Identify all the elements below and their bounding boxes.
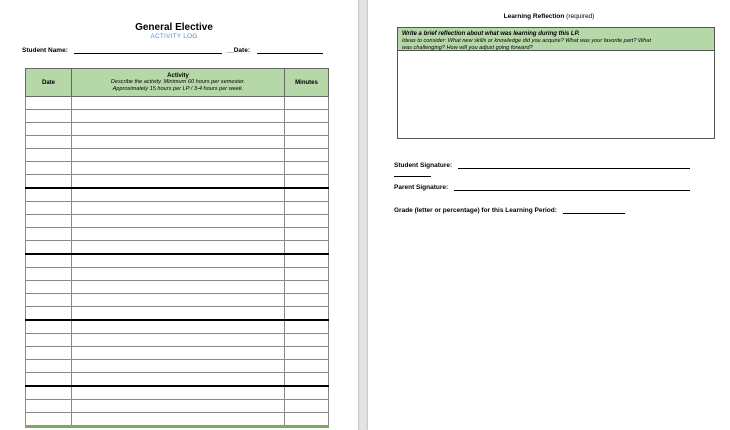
- student-signature-field-continued[interactable]: [394, 170, 431, 177]
- activity-cell[interactable]: [72, 347, 285, 360]
- table-row: [26, 373, 329, 387]
- activity-cell[interactable]: [72, 400, 285, 413]
- activity-cell[interactable]: [72, 215, 285, 228]
- activity-cell[interactable]: [72, 228, 285, 241]
- table-row: [26, 254, 329, 268]
- student-signature-field[interactable]: [458, 162, 690, 169]
- parent-signature-field[interactable]: [454, 184, 690, 191]
- date-cell[interactable]: [26, 334, 72, 347]
- activity-log-table: [25, 68, 329, 428]
- activity-column-title: Activity: [167, 72, 189, 79]
- page-subtitle: ACTIVITY LOG: [150, 33, 198, 40]
- table-row: [26, 281, 329, 294]
- minutes-cell[interactable]: [285, 202, 329, 215]
- table-row: [26, 268, 329, 281]
- minutes-cell[interactable]: [285, 136, 329, 149]
- activity-cell[interactable]: [72, 334, 285, 347]
- table-row: [26, 360, 329, 373]
- activity-cell[interactable]: [72, 413, 285, 427]
- student-signature-label: Student Signature:: [394, 162, 453, 169]
- activity-cell[interactable]: [72, 360, 285, 373]
- activity-cell[interactable]: [72, 307, 285, 321]
- table-row: [26, 320, 329, 334]
- activity-column-header: [72, 69, 285, 97]
- grade-label: Grade (letter or percentage) for this Learning Period:: [394, 207, 557, 214]
- activity-cell[interactable]: [72, 136, 285, 149]
- minutes-column-header: Minutes: [285, 69, 329, 97]
- date-cell[interactable]: [26, 188, 72, 202]
- date-cell[interactable]: [26, 123, 72, 136]
- table-row: [26, 123, 329, 136]
- reflection-prompt: Write a brief reflection about what was learning during this LP.: [402, 31, 580, 37]
- minutes-cell[interactable]: [285, 360, 329, 373]
- page-title: General Elective: [135, 22, 213, 33]
- reflection-title: Learning Reflection: [503, 13, 565, 20]
- table-row: [26, 215, 329, 228]
- activity-cell[interactable]: [72, 202, 285, 215]
- reflection-heading: [368, 13, 730, 20]
- table-row: [26, 386, 329, 400]
- date-column-header: Date: [26, 69, 72, 97]
- required-note: (required): [566, 13, 595, 20]
- date-cell[interactable]: [26, 320, 72, 334]
- minutes-cell[interactable]: [285, 268, 329, 281]
- minutes-cell[interactable]: [285, 307, 329, 321]
- activity-cell[interactable]: [72, 320, 285, 334]
- activity-cell[interactable]: [72, 175, 285, 189]
- table-row: [26, 307, 329, 321]
- date-cell[interactable]: [26, 215, 72, 228]
- date-label: __Date:: [226, 47, 250, 54]
- activity-cell[interactable]: [72, 162, 285, 175]
- table-row: [26, 175, 329, 189]
- minutes-cell[interactable]: [285, 149, 329, 162]
- date-cell[interactable]: [26, 162, 72, 175]
- reflection-ideas-line-2: was challenging? How will you adjust going forward?: [402, 44, 533, 51]
- date-cell[interactable]: [26, 294, 72, 307]
- date-cell[interactable]: [26, 307, 72, 321]
- table-row: [26, 202, 329, 215]
- activity-column-desc-2: Approximately 15 hours per LP / 3-4 hours per week.: [112, 85, 244, 92]
- minutes-cell[interactable]: [285, 320, 329, 334]
- activity-cell[interactable]: [72, 110, 285, 123]
- table-row: [26, 334, 329, 347]
- table-row: [26, 228, 329, 241]
- table-row: [26, 413, 329, 427]
- table-row: [26, 241, 329, 255]
- date-cell[interactable]: [26, 413, 72, 427]
- activity-cell[interactable]: [72, 241, 285, 255]
- minutes-cell[interactable]: [285, 241, 329, 255]
- date-cell[interactable]: [26, 360, 72, 373]
- minutes-cell[interactable]: [285, 386, 329, 400]
- table-row: [26, 97, 329, 110]
- student-name-field[interactable]: [74, 47, 222, 54]
- student-info-row: [22, 47, 323, 54]
- minutes-cell[interactable]: [285, 294, 329, 307]
- activity-cell[interactable]: [72, 386, 285, 400]
- date-cell[interactable]: [26, 149, 72, 162]
- table-row: [26, 188, 329, 202]
- minutes-cell[interactable]: [285, 373, 329, 387]
- activity-log-page: [0, 0, 358, 430]
- grade-row: [394, 207, 625, 214]
- date-cell[interactable]: [26, 400, 72, 413]
- grade-field[interactable]: [563, 207, 625, 214]
- reflection-response-area[interactable]: [398, 51, 714, 135]
- table-row: [26, 149, 329, 162]
- date-cell[interactable]: [26, 136, 72, 149]
- minutes-cell[interactable]: [285, 334, 329, 347]
- date-field[interactable]: [257, 47, 323, 54]
- activity-log-body: [26, 97, 329, 427]
- date-cell[interactable]: [26, 228, 72, 241]
- minutes-cell[interactable]: [285, 110, 329, 123]
- minutes-cell[interactable]: [285, 254, 329, 268]
- activity-cell[interactable]: [72, 281, 285, 294]
- table-header-row: [26, 69, 329, 97]
- student-name-label: Student Name:: [22, 47, 68, 54]
- date-cell[interactable]: [26, 110, 72, 123]
- minutes-cell[interactable]: [285, 97, 329, 110]
- table-row: [26, 110, 329, 123]
- activity-cell[interactable]: [72, 254, 285, 268]
- table-row: [26, 136, 329, 149]
- date-cell[interactable]: [26, 347, 72, 360]
- date-cell[interactable]: [26, 281, 72, 294]
- date-cell[interactable]: [26, 175, 72, 189]
- activity-cell[interactable]: [72, 97, 285, 110]
- activity-cell[interactable]: [72, 373, 285, 387]
- parent-signature-row: [394, 184, 690, 191]
- minutes-cell[interactable]: [285, 162, 329, 175]
- minutes-cell[interactable]: [285, 123, 329, 136]
- minutes-cell[interactable]: [285, 175, 329, 189]
- activity-cell[interactable]: [72, 149, 285, 162]
- activity-column-desc-1: Describe the activity. Minimum 60 hours per semester.: [110, 78, 246, 85]
- date-cell[interactable]: [26, 254, 72, 268]
- minutes-cell[interactable]: [285, 400, 329, 413]
- parent-signature-label: Parent Signature:: [394, 184, 449, 191]
- date-cell[interactable]: [26, 241, 72, 255]
- table-row: [26, 400, 329, 413]
- student-signature-row: [394, 162, 690, 169]
- reflection-prompt-box: [398, 28, 714, 51]
- minutes-cell[interactable]: [285, 281, 329, 294]
- minutes-cell[interactable]: [285, 228, 329, 241]
- minutes-cell[interactable]: [285, 347, 329, 360]
- date-cell[interactable]: [26, 373, 72, 387]
- minutes-cell[interactable]: [285, 188, 329, 202]
- activity-cell[interactable]: [72, 294, 285, 307]
- date-cell[interactable]: [26, 202, 72, 215]
- table-row: [26, 294, 329, 307]
- table-row: [26, 347, 329, 360]
- activity-cell[interactable]: [72, 123, 285, 136]
- date-cell[interactable]: [26, 268, 72, 281]
- reflection-box: [397, 27, 715, 139]
- minutes-cell[interactable]: [285, 413, 329, 427]
- activity-cell[interactable]: [72, 188, 285, 202]
- reflection-page: [368, 0, 730, 430]
- date-cell[interactable]: [26, 97, 72, 110]
- activity-cell[interactable]: [72, 268, 285, 281]
- date-cell[interactable]: [26, 386, 72, 400]
- reflection-ideas-line-1: Ideas to consider: What new skills or knowledge did you acquire? What was your favorite part? What: [402, 38, 652, 44]
- minutes-cell[interactable]: [285, 215, 329, 228]
- table-row: [26, 162, 329, 175]
